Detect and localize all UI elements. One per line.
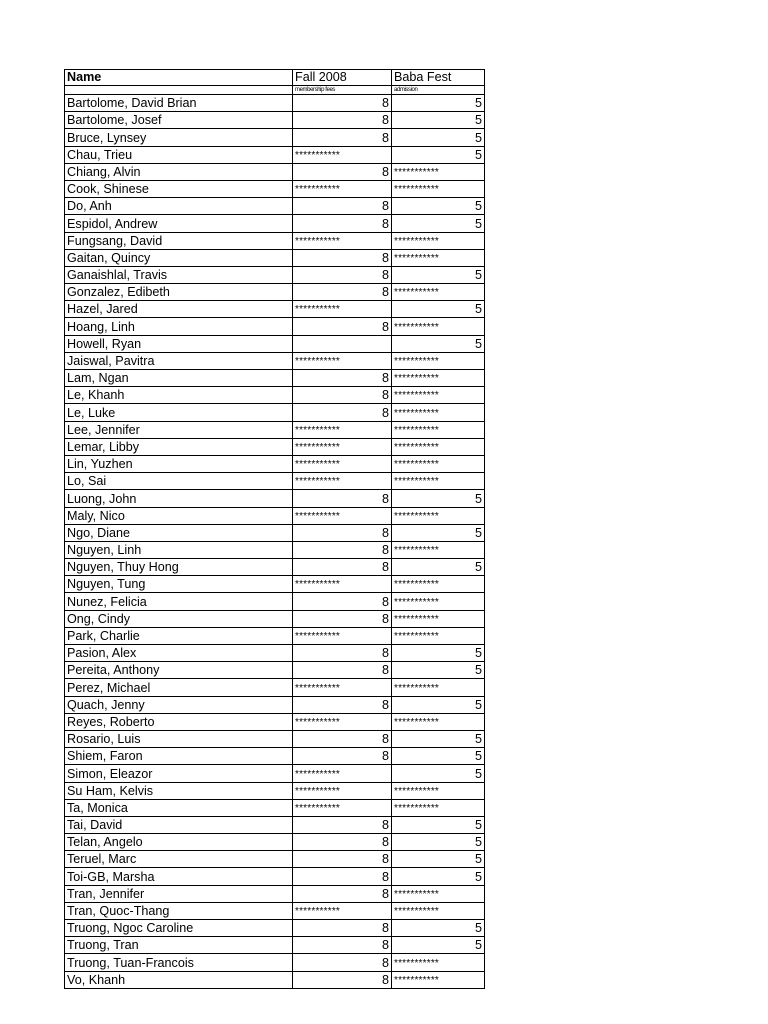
baba-fest-cell: *********** [392, 180, 485, 197]
name-cell: Lemar, Libby [65, 438, 293, 455]
name-cell: Gonzalez, Edibeth [65, 284, 293, 301]
table-row [65, 163, 485, 180]
baba-fest-cell: 5 [392, 266, 485, 283]
table-row [65, 301, 485, 318]
table-row [65, 610, 485, 627]
table-row [65, 937, 485, 954]
baba-fest-cell: *********** [392, 421, 485, 438]
fall-2008-cell: *********** [293, 765, 392, 782]
table-row [65, 593, 485, 610]
baba-fest-cell: *********** [392, 438, 485, 455]
table-row [65, 387, 485, 404]
baba-fest-cell: 5 [392, 215, 485, 232]
baba-fest-cell: *********** [392, 284, 485, 301]
table-row [65, 215, 485, 232]
fall-2008-cell [293, 335, 392, 352]
baba-fest-cell: *********** [392, 713, 485, 730]
fall-2008-cell: 8 [293, 662, 392, 679]
baba-fest-cell: 5 [392, 335, 485, 352]
name-column-header: Name [65, 70, 293, 86]
table-row [65, 851, 485, 868]
fall-2008-cell: *********** [293, 799, 392, 816]
name-cell: Nguyen, Thuy Hong [65, 559, 293, 576]
table-row [65, 370, 485, 387]
name-cell: Perez, Michael [65, 679, 293, 696]
baba-fest-cell: *********** [392, 610, 485, 627]
name-cell: Maly, Nico [65, 507, 293, 524]
fall-2008-cell: 8 [293, 198, 392, 215]
fall-2008-cell: 8 [293, 954, 392, 971]
baba-fest-cell: 5 [392, 146, 485, 163]
fall-2008-cell: 8 [293, 593, 392, 610]
baba-fest-cell: 5 [392, 301, 485, 318]
name-cell: Bartolome, David Brian [65, 95, 293, 112]
name-cell: Nguyen, Tung [65, 576, 293, 593]
baba-fest-cell: *********** [392, 541, 485, 558]
name-cell: Reyes, Roberto [65, 713, 293, 730]
baba-fest-cell: 5 [392, 662, 485, 679]
name-cell: Le, Khanh [65, 387, 293, 404]
baba-fest-cell: *********** [392, 370, 485, 387]
baba-fest-cell: 5 [392, 129, 485, 146]
table-row [65, 524, 485, 541]
fall-2008-cell: *********** [293, 146, 392, 163]
table-body [65, 70, 485, 989]
table-row [65, 816, 485, 833]
baba-fest-cell: *********** [392, 404, 485, 421]
name-cell: Lam, Ngan [65, 370, 293, 387]
name-cell: Teruel, Marc [65, 851, 293, 868]
baba-fest-cell: 5 [392, 765, 485, 782]
fall-2008-cell: 8 [293, 868, 392, 885]
fall-2008-cell: 8 [293, 95, 392, 112]
table-row [65, 129, 485, 146]
table-row [65, 782, 485, 799]
name-cell: Do, Anh [65, 198, 293, 215]
name-cell: Rosario, Luis [65, 730, 293, 747]
name-cell: Tran, Quoc-Thang [65, 902, 293, 919]
table-row [65, 95, 485, 112]
baba-fest-cell: *********** [392, 507, 485, 524]
table-row [65, 679, 485, 696]
fall-2008-cell: 8 [293, 249, 392, 266]
name-cell: Ngo, Diane [65, 524, 293, 541]
fall-2008-cell: 8 [293, 318, 392, 335]
name-cell: Telan, Angelo [65, 834, 293, 851]
table-row [65, 352, 485, 369]
baba-fest-cell: *********** [392, 232, 485, 249]
baba-fest-column-header: Baba Fest [392, 70, 485, 86]
baba-fest-cell: *********** [392, 576, 485, 593]
table-row [65, 799, 485, 816]
name-cell: Park, Charlie [65, 627, 293, 644]
baba-fest-cell: 5 [392, 920, 485, 937]
name-cell: Truong, Tran [65, 937, 293, 954]
fall-2008-cell: 8 [293, 404, 392, 421]
fall-2008-cell: 8 [293, 490, 392, 507]
baba-fest-cell: 5 [392, 937, 485, 954]
fall-2008-cell: *********** [293, 627, 392, 644]
name-cell: Lo, Sai [65, 473, 293, 490]
fall-2008-cell: 8 [293, 645, 392, 662]
fall-2008-cell: 8 [293, 387, 392, 404]
name-cell: Chau, Trieu [65, 146, 293, 163]
table-row [65, 284, 485, 301]
baba-fest-cell: 5 [392, 524, 485, 541]
table-row [65, 335, 485, 352]
table-row [65, 696, 485, 713]
baba-fest-cell: *********** [392, 885, 485, 902]
baba-fest-cell: 5 [392, 730, 485, 747]
table-row [65, 713, 485, 730]
fall-2008-cell: 8 [293, 163, 392, 180]
table-row [65, 868, 485, 885]
table-row [65, 490, 485, 507]
baba-fest-cell: *********** [392, 971, 485, 988]
subheader-blank-cell [65, 86, 293, 95]
name-cell: Hazel, Jared [65, 301, 293, 318]
name-cell: Tran, Jennifer [65, 885, 293, 902]
baba-fest-cell: *********** [392, 352, 485, 369]
fall-2008-cell: 8 [293, 559, 392, 576]
name-cell: Ganaishlal, Travis [65, 266, 293, 283]
name-cell: Ong, Cindy [65, 610, 293, 627]
fall-2008-cell: 8 [293, 610, 392, 627]
name-cell: Pasion, Alex [65, 645, 293, 662]
fall-2008-cell: 8 [293, 696, 392, 713]
fall-2008-cell: 8 [293, 370, 392, 387]
table-row [65, 198, 485, 215]
fall-2008-cell: *********** [293, 180, 392, 197]
fall-2008-cell: 8 [293, 541, 392, 558]
name-cell: Gaitan, Quincy [65, 249, 293, 266]
baba-fest-cell: *********** [392, 902, 485, 919]
name-cell: Nunez, Felicia [65, 593, 293, 610]
table-row [65, 541, 485, 558]
name-cell: Bruce, Lynsey [65, 129, 293, 146]
baba-fest-cell: 5 [392, 559, 485, 576]
fall-2008-cell: *********** [293, 421, 392, 438]
fall-2008-cell: 8 [293, 266, 392, 283]
table-row [65, 885, 485, 902]
fall-2008-cell: 8 [293, 284, 392, 301]
fall-2008-cell: 8 [293, 215, 392, 232]
table-row [65, 765, 485, 782]
name-cell: Shiem, Faron [65, 748, 293, 765]
fall-2008-cell: 8 [293, 112, 392, 129]
name-cell: Lin, Yuzhen [65, 455, 293, 472]
fall-2008-cell: 8 [293, 885, 392, 902]
baba-fest-cell: 5 [392, 868, 485, 885]
name-cell: Fungsang, David [65, 232, 293, 249]
table-row [65, 318, 485, 335]
baba-fest-cell: *********** [392, 627, 485, 644]
fall-2008-cell: *********** [293, 713, 392, 730]
baba-fest-cell: *********** [392, 455, 485, 472]
baba-fest-cell: 5 [392, 112, 485, 129]
table-row [65, 920, 485, 937]
table-row [65, 507, 485, 524]
name-cell: Tai, David [65, 816, 293, 833]
table-row [65, 404, 485, 421]
table-row [65, 645, 485, 662]
name-cell: Truong, Tuan-Francois [65, 954, 293, 971]
name-cell: Lee, Jennifer [65, 421, 293, 438]
subheader-row [65, 86, 485, 95]
fall-2008-cell: 8 [293, 834, 392, 851]
name-cell: Quach, Jenny [65, 696, 293, 713]
fall-2008-cell: 8 [293, 816, 392, 833]
table-row [65, 473, 485, 490]
table-row [65, 662, 485, 679]
membership-table [64, 69, 485, 989]
name-cell: Vo, Khanh [65, 971, 293, 988]
baba-fest-cell: *********** [392, 387, 485, 404]
fall-2008-cell: 8 [293, 937, 392, 954]
fall-2008-cell: *********** [293, 455, 392, 472]
baba-fest-cell: 5 [392, 748, 485, 765]
fall-2008-subheader: membership fees [293, 86, 392, 95]
name-cell: Su Ham, Kelvis [65, 782, 293, 799]
name-cell: Cook, Shinese [65, 180, 293, 197]
table-row [65, 834, 485, 851]
baba-fest-cell: *********** [392, 954, 485, 971]
table-row [65, 180, 485, 197]
table-row [65, 748, 485, 765]
table-row [65, 146, 485, 163]
fall-2008-cell: *********** [293, 352, 392, 369]
header-row [65, 70, 485, 86]
table-row [65, 576, 485, 593]
name-cell: Pereita, Anthony [65, 662, 293, 679]
fall-2008-cell: *********** [293, 473, 392, 490]
name-cell: Espidol, Andrew [65, 215, 293, 232]
fall-2008-cell: *********** [293, 301, 392, 318]
fall-2008-cell: *********** [293, 902, 392, 919]
name-cell: Howell, Ryan [65, 335, 293, 352]
table-row [65, 627, 485, 644]
fall-2008-cell: *********** [293, 576, 392, 593]
fall-2008-cell: 8 [293, 730, 392, 747]
name-cell: Le, Luke [65, 404, 293, 421]
table-row [65, 266, 485, 283]
name-cell: Hoang, Linh [65, 318, 293, 335]
fall-2008-cell: 8 [293, 971, 392, 988]
fall-2008-cell: *********** [293, 507, 392, 524]
name-cell: Toi-GB, Marsha [65, 868, 293, 885]
name-cell: Truong, Ngoc Caroline [65, 920, 293, 937]
table-row [65, 232, 485, 249]
baba-fest-cell: *********** [392, 593, 485, 610]
name-cell: Simon, Eleazor [65, 765, 293, 782]
baba-fest-subheader: admission [392, 86, 485, 95]
name-cell: Bartolome, Josef [65, 112, 293, 129]
baba-fest-cell: 5 [392, 198, 485, 215]
fall-2008-cell: 8 [293, 748, 392, 765]
table-row [65, 112, 485, 129]
baba-fest-cell: *********** [392, 163, 485, 180]
fall-2008-cell: *********** [293, 232, 392, 249]
fall-2008-cell: 8 [293, 129, 392, 146]
fall-2008-cell: *********** [293, 679, 392, 696]
baba-fest-cell: 5 [392, 816, 485, 833]
baba-fest-cell: 5 [392, 834, 485, 851]
fall-2008-cell: 8 [293, 524, 392, 541]
table-row [65, 730, 485, 747]
baba-fest-cell: *********** [392, 318, 485, 335]
baba-fest-cell: *********** [392, 679, 485, 696]
fall-2008-cell: *********** [293, 782, 392, 799]
table-row [65, 971, 485, 988]
fall-2008-cell: 8 [293, 920, 392, 937]
name-cell: Luong, John [65, 490, 293, 507]
baba-fest-cell: 5 [392, 95, 485, 112]
baba-fest-cell: 5 [392, 645, 485, 662]
name-cell: Nguyen, Linh [65, 541, 293, 558]
fall-2008-cell: 8 [293, 851, 392, 868]
name-cell: Ta, Monica [65, 799, 293, 816]
table-row [65, 954, 485, 971]
table-row [65, 421, 485, 438]
baba-fest-cell: 5 [392, 490, 485, 507]
baba-fest-cell: *********** [392, 473, 485, 490]
name-cell: Jaiswal, Pavitra [65, 352, 293, 369]
table-row [65, 559, 485, 576]
table-row [65, 249, 485, 266]
table-row [65, 438, 485, 455]
baba-fest-cell: 5 [392, 696, 485, 713]
name-cell: Chiang, Alvin [65, 163, 293, 180]
table-row [65, 455, 485, 472]
fall-2008-column-header: Fall 2008 [293, 70, 392, 86]
baba-fest-cell: *********** [392, 799, 485, 816]
baba-fest-cell: *********** [392, 249, 485, 266]
baba-fest-cell: *********** [392, 782, 485, 799]
table-row [65, 902, 485, 919]
fall-2008-cell: *********** [293, 438, 392, 455]
baba-fest-cell: 5 [392, 851, 485, 868]
